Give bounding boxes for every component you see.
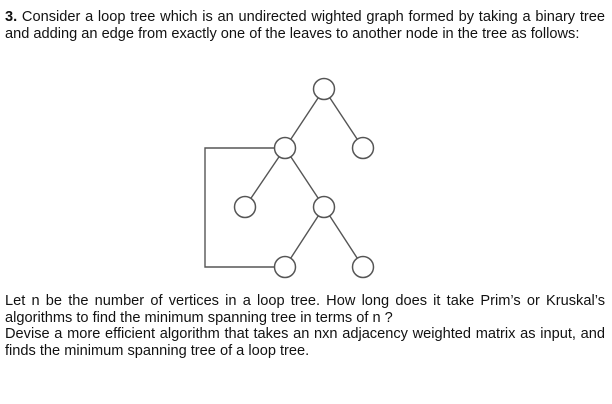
node-bottom-left-leaf bbox=[275, 257, 296, 278]
question-number: 3. bbox=[5, 9, 18, 25]
body-paragraph-1: Let n be the number of vertices in a loop tree. How long does it take Prim’s or Kruskal’s algorithms to find the minimum spanning tree in terms of n ? bbox=[5, 293, 605, 326]
question-paragraph bbox=[5, 9, 605, 42]
node-left-leaf bbox=[235, 197, 256, 218]
question-text: Consider a loop tree which is an undirected wighted graph formed by taking a binary tree and adding an edge from exactly one of the leaves to another node in the tree as follows: bbox=[5, 9, 605, 42]
node-root bbox=[314, 79, 335, 100]
body-paragraph-2: Devise a more efficient algorithm that takes an nxn adjacency weighted matrix as input, and finds the minimum spanning tree of a loop tree. bbox=[5, 326, 605, 359]
node-bottom-right-leaf bbox=[353, 257, 374, 278]
loop-tree-figure bbox=[195, 70, 395, 282]
node-middle-node bbox=[314, 197, 335, 218]
node-left-child bbox=[275, 138, 296, 159]
node-right-leaf bbox=[353, 138, 374, 159]
